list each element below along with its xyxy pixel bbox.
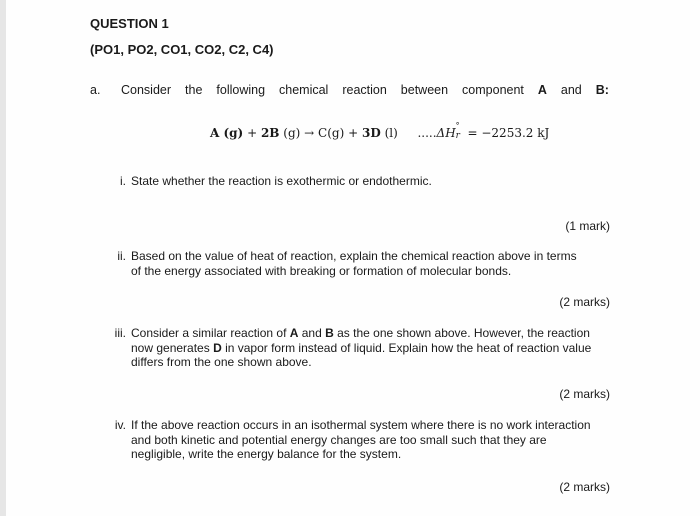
intro-word: and: [560, 83, 582, 97]
eq-delta-h-value: = −2253.2 kJ: [467, 126, 550, 140]
eq-delta-h-sup: °: [455, 121, 460, 130]
eq-dots: .....: [417, 126, 437, 140]
bold-component-d: D: [213, 340, 222, 355]
intro-word: component: [462, 83, 524, 97]
intro-word-component-b: B:: [595, 83, 609, 97]
learning-outcomes: (PO1, PO2, CO1, CO2, C2, C4): [90, 42, 274, 57]
question-line: differs from the one shown above.: [131, 355, 312, 369]
marks-label: (2 marks): [559, 480, 610, 494]
question-number: iv.: [114, 418, 126, 432]
marks-label: (2 marks): [559, 387, 610, 401]
text-run: as the one shown above. However, the reaction: [333, 326, 590, 340]
question-text: [131, 418, 611, 462]
question-line: [131, 326, 611, 341]
question-line: [131, 341, 611, 356]
text-run: in vapor form instead of liquid. Explain how the heat of reaction value: [221, 340, 592, 355]
marks-label: (2 marks): [559, 295, 610, 309]
text-run: now generates: [131, 340, 214, 355]
intro-word: between: [400, 83, 449, 97]
question-line: of the energy associated with breaking or formation of molecular bonds.: [131, 263, 512, 278]
question-text: [131, 249, 611, 278]
eq-plus: +: [247, 126, 258, 140]
question-line: If the above reaction occurs in an isothermal system where there is no work interaction: [131, 418, 591, 432]
eq-product-d-phase: (l): [384, 126, 398, 140]
eq-product-c: C(g): [318, 126, 345, 140]
question-number: i.: [120, 174, 126, 188]
eq-delta-h-sub: r: [455, 131, 460, 141]
intro-word: reaction: [342, 83, 387, 97]
marks-label: (1 mark): [565, 219, 610, 233]
eq-reactant-b-phase: (g): [283, 126, 301, 140]
eq-plus: +: [348, 126, 359, 140]
intro-word: chemical: [279, 83, 329, 97]
eq-reactant-a: A (g): [210, 126, 244, 140]
part-a-label: a.: [90, 83, 101, 97]
question-line: and both kinetic and potential energy changes are too small such that they are: [131, 432, 547, 447]
question-title: QUESTION 1: [90, 16, 169, 31]
intro-word: Consider: [121, 83, 172, 97]
bold-component-b: B: [325, 326, 334, 340]
eq-product-d-coef: 3D: [362, 126, 381, 140]
eq-delta-h: ΔH: [436, 126, 456, 140]
eq-reactant-b-coef: 2B: [260, 126, 280, 140]
question-text: [131, 326, 611, 370]
eq-arrow: →: [304, 126, 315, 140]
intro-word: the: [185, 83, 203, 97]
question-number: ii.: [117, 249, 126, 263]
intro-word: following: [216, 83, 266, 97]
text-run: Consider a similar reaction of: [131, 326, 290, 340]
bold-component-a: A: [289, 326, 299, 340]
question-line: negligible, write the energy balance for the system.: [131, 447, 402, 461]
question-text: [131, 174, 611, 189]
question-line: State whether the reaction is exothermic or endothermic.: [131, 174, 432, 188]
reaction-equation: [210, 121, 550, 141]
page-edge-shadow: [0, 0, 6, 516]
question-line: Based on the value of heat of reaction, explain the chemical reaction above in terms: [131, 249, 577, 263]
question-number: iii.: [114, 326, 126, 340]
intro-word-component-a: A: [537, 83, 547, 97]
text-run: and: [298, 326, 326, 340]
part-a-intro: [121, 83, 609, 97]
